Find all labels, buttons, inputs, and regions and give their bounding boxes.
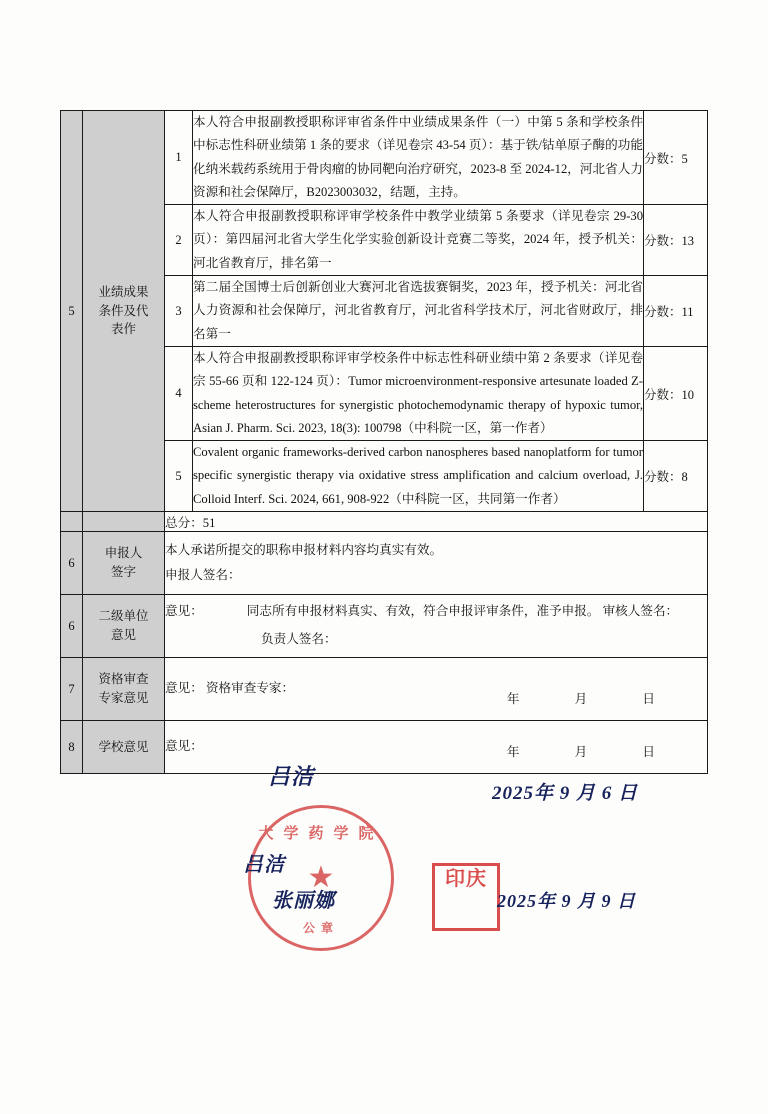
item-index: 5	[165, 441, 193, 512]
school-opinion-cell	[165, 721, 708, 774]
item-text: 第二届全国博士后创新创业大赛河北省选拔赛铜奖，2023 年，授予机关：河北省人力资源和社会保障厅，河北省教育厅，河北省科学技术厅，河北省财政厅，排名第一	[193, 276, 644, 347]
item-text: Covalent organic frameworks-derived carbon nanospheres based nanoplatform for tumor specific synergistic therapy via oxidative stress amplification and calcium overload, J. Colloid Interf. Sci. 2024, 661, 908-922（中科院一区，共同第一作者）	[193, 441, 644, 512]
item-score: 分数：8	[644, 441, 708, 512]
expert-opinion-row	[61, 658, 708, 721]
item-text: 本人符合申报副教授职称评审省条件中业绩成果条件（一）中第 5 条和学校条件中标志性科研业绩第 1 条的要求（详见卷宗 43-54 页）：基于铁/钴单原子酶的功能化纳米载药系统用于骨肉瘤的协同靶向治疗研究，2023-8 至 2024-12，河北省人力资源和社会保障厅，B2023003032，结题，主持。	[193, 111, 644, 205]
row-number: 8	[61, 721, 83, 774]
row-number: 6	[61, 532, 83, 595]
total-spacer-cat	[83, 512, 165, 532]
row-number: 5	[61, 111, 83, 512]
item-index: 4	[165, 346, 193, 440]
unit-date-ink: 2025年 9 月 9 日	[497, 891, 636, 911]
row-number: 6	[61, 595, 83, 658]
item-index: 2	[165, 205, 193, 276]
opinion-label: 意见：	[165, 604, 203, 619]
row-category: 业绩成果 条件及代 表作	[83, 111, 165, 512]
applicant-date-ink: 2025年 9 月 6 日	[492, 783, 639, 804]
date-placeholder: 年 月 日	[506, 692, 681, 707]
item-text: 本人符合申报副教授职称评审学校条件中标志性科研业绩中第 2 条要求（详见卷宗 55-66 页和 122-124 页）：Tumor microenvironment-responsive artesunate loaded Z-scheme heterostructures for synergistic photochemodynamic therapy of hypoxic tumor, Asian J. Pharm. Sci. 2023, 18(3): 100798（中科院一区，第一作者）	[193, 346, 644, 440]
school-opinion-row	[61, 721, 708, 774]
evaluation-table	[60, 110, 708, 774]
unit-opinion-cell	[165, 595, 708, 658]
row-category: 学校意见	[83, 721, 165, 774]
opinion-label: 意见：	[165, 739, 203, 754]
row-category: 二级单位 意见	[83, 595, 165, 658]
applicant-signature-cell	[165, 532, 708, 595]
row-category: 资格审查 专家意见	[83, 658, 165, 721]
total-score: 总分：51	[165, 512, 708, 532]
opinion-text: 同志所有申报材料真实、有效，符合申报评审条件，准予申报。	[246, 604, 600, 619]
unit-opinion-name-ink: 吕洁	[243, 854, 285, 876]
personal-square-stamp	[432, 863, 500, 931]
official-round-stamp	[248, 805, 394, 951]
reviewer-signature-ink: 张丽娜	[272, 890, 335, 912]
table-row	[61, 111, 708, 205]
item-score: 分数：10	[644, 346, 708, 440]
item-index: 3	[165, 276, 193, 347]
total-spacer-no	[61, 512, 83, 532]
commitment-text: 本人承诺所提交的职称申报材料内容均真实有效。	[165, 542, 443, 557]
opinion-label: 意见：	[165, 681, 203, 696]
item-score: 分数：11	[644, 276, 708, 347]
date-placeholder: 年 月 日	[506, 745, 681, 760]
reviewer-sign-label: 审核人签名：	[602, 604, 679, 619]
applicant-sign-label: 申报人签名：	[165, 568, 241, 583]
item-index: 1	[165, 111, 193, 205]
item-score: 分数：5	[644, 111, 708, 205]
expert-sign-label: 资格审查专家：	[205, 681, 295, 696]
item-text: 本人符合申报副教授职称评审学校条件中教学业绩第 5 条要求（详见卷宗 29-30 页）：第四届河北省大学生化学实验创新设计竞赛二等奖，2024 年，授予机关：河北省教育厅，排名第一	[193, 205, 644, 276]
row-number: 7	[61, 658, 83, 721]
expert-opinion-cell	[165, 658, 708, 721]
applicant-signature-row	[61, 532, 708, 595]
leader-sign-label: 负责人签名：	[261, 632, 337, 647]
row-category: 申报人 签字	[83, 532, 165, 595]
applicant-signature-ink: 吕洁	[268, 764, 315, 789]
star-icon: ★	[307, 861, 335, 894]
stamp-bottom-text: 公章	[302, 921, 339, 935]
item-score: 分数：13	[644, 205, 708, 276]
total-row	[61, 512, 708, 532]
stamp-top-text: 大学药学院	[258, 826, 384, 842]
unit-opinion-row	[61, 595, 708, 658]
stamp-square-text: 印庆	[445, 868, 487, 890]
